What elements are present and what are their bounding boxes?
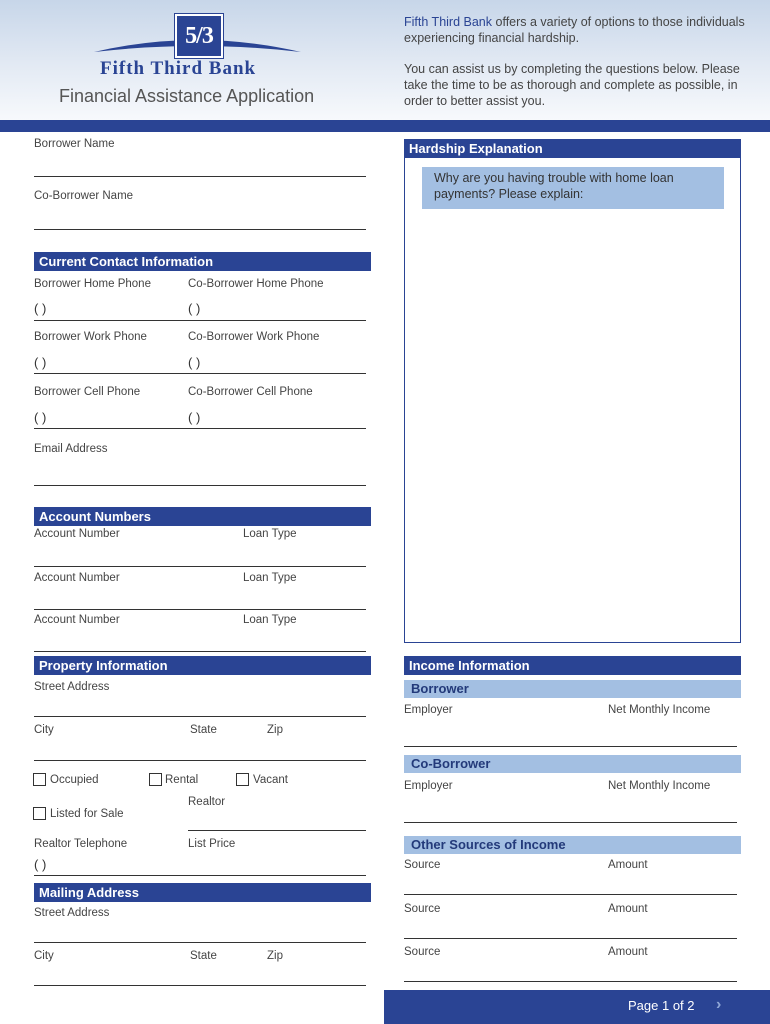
account-number-label: Account Number: [34, 614, 120, 626]
realtor-telephone-label: Realtor Telephone: [34, 838, 128, 850]
email-address-field[interactable]: [34, 485, 366, 486]
co-borrower-work-phone-label: Co-Borrower Work Phone: [188, 331, 320, 343]
hardship-explanation-field[interactable]: [404, 139, 741, 643]
vacant-label: Vacant: [253, 774, 288, 786]
borrower-income-field[interactable]: [404, 746, 737, 747]
borrower-income-subheader: Borrower: [404, 680, 741, 698]
area-code-marker: ( ): [34, 857, 47, 872]
zip-label: Zip: [267, 724, 283, 736]
header-band: [0, 120, 770, 132]
mailing-address-header: Mailing Address: [34, 883, 371, 902]
co-borrower-home-phone-label: Co-Borrower Home Phone: [188, 278, 324, 290]
page-number: Page 1 of 2: [628, 998, 695, 1013]
account-number-field[interactable]: [34, 566, 366, 567]
amount-label: Amount: [608, 903, 648, 915]
mailing-street-address-field[interactable]: [34, 942, 366, 943]
net-monthly-income-label: Net Monthly Income: [608, 780, 711, 792]
account-number-label: Account Number: [34, 528, 120, 540]
street-address-label: Street Address: [34, 681, 110, 693]
mailing-street-address-label: Street Address: [34, 907, 110, 919]
co-borrower-name-field[interactable]: [34, 229, 366, 230]
area-code-marker: ( ): [34, 301, 47, 316]
loan-type-label: Loan Type: [243, 572, 297, 584]
source-label: Source: [404, 859, 441, 871]
footer-bar: [384, 990, 770, 1024]
listed-for-sale-label: Listed for Sale: [50, 808, 124, 820]
net-monthly-income-label: Net Monthly Income: [608, 704, 711, 716]
bank-name: Fifth Third Bank: [100, 58, 257, 79]
intro-paragraph-1: [404, 14, 754, 46]
other-income-field[interactable]: [404, 938, 737, 939]
contact-section-header: Current Contact Information: [34, 252, 371, 271]
employer-label: Employer: [404, 704, 453, 716]
occupied-checkbox[interactable]: [33, 773, 46, 786]
mailing-city-label: City: [34, 950, 54, 962]
occupied-label: Occupied: [50, 774, 99, 786]
area-code-marker: ( ): [188, 301, 201, 316]
mailing-zip-label: Zip: [267, 950, 283, 962]
state-label: State: [190, 724, 217, 736]
other-income-field[interactable]: [404, 981, 737, 982]
loan-type-label: Loan Type: [243, 614, 297, 626]
co-borrower-income-field[interactable]: [404, 822, 737, 823]
intro-brand: Fifth Third Bank: [404, 15, 493, 29]
rental-label: Rental: [165, 774, 199, 786]
email-address-label: Email Address: [34, 443, 108, 455]
area-code-marker: ( ): [188, 410, 201, 425]
co-borrower-name-label: Co-Borrower Name: [34, 190, 134, 202]
area-code-marker: ( ): [188, 355, 201, 370]
loan-type-label: Loan Type: [243, 528, 297, 540]
income-info-header: Income Information: [404, 656, 741, 675]
street-address-field[interactable]: [34, 716, 366, 717]
hardship-question: Why are you having trouble with home loan payments? Please explain:: [422, 167, 724, 209]
account-number-field[interactable]: [34, 651, 366, 652]
home-phone-field[interactable]: [34, 320, 366, 321]
employer-label: Employer: [404, 780, 453, 792]
area-code-marker: ( ): [34, 410, 47, 425]
account-number-label: Account Number: [34, 572, 120, 584]
hardship-explanation-header: Hardship Explanation: [404, 139, 741, 158]
co-borrower-cell-phone-label: Co-Borrower Cell Phone: [188, 386, 313, 398]
work-phone-field[interactable]: [34, 373, 366, 374]
realtor-telephone-field[interactable]: [34, 875, 366, 876]
next-page-icon[interactable]: ›: [716, 996, 722, 1013]
borrower-cell-phone-label: Borrower Cell Phone: [34, 386, 141, 398]
intro-paragraph-2: You can assist us by completing the questions below. Please take the time to be as thorough and complete as possible, in order to better assist you.: [404, 62, 740, 108]
borrower-name-field[interactable]: [34, 176, 366, 177]
listed-for-sale-checkbox[interactable]: [33, 807, 46, 820]
mailing-city-state-zip-field[interactable]: [34, 985, 366, 986]
form-title: Financial Assistance Application: [59, 86, 315, 106]
borrower-name-label: Borrower Name: [34, 138, 115, 150]
property-info-header: Property Information: [34, 656, 371, 675]
amount-label: Amount: [608, 946, 648, 958]
mailing-state-label: State: [190, 950, 217, 962]
account-numbers-header: Account Numbers: [34, 507, 371, 526]
borrower-work-phone-label: Borrower Work Phone: [34, 331, 147, 343]
borrower-home-phone-label: Borrower Home Phone: [34, 278, 151, 290]
co-borrower-income-subheader: Co-Borrower: [404, 755, 741, 773]
bank-logo-mark: 5/3: [175, 14, 223, 58]
rental-checkbox[interactable]: [149, 773, 162, 786]
city-state-zip-field[interactable]: [34, 760, 366, 761]
city-label: City: [34, 724, 54, 736]
account-number-field[interactable]: [34, 609, 366, 610]
other-income-subheader: Other Sources of Income: [404, 836, 741, 854]
list-price-label: List Price: [188, 838, 236, 850]
area-code-marker: ( ): [34, 355, 47, 370]
source-label: Source: [404, 946, 441, 958]
vacant-checkbox[interactable]: [236, 773, 249, 786]
realtor-label: Realtor: [188, 796, 226, 808]
intro-text: offers a variety of options to those individuals experiencing financial hardship.: [404, 15, 745, 45]
other-income-field[interactable]: [404, 894, 737, 895]
source-label: Source: [404, 903, 441, 915]
cell-phone-field[interactable]: [34, 428, 366, 429]
realtor-field[interactable]: [188, 830, 366, 831]
amount-label: Amount: [608, 859, 648, 871]
